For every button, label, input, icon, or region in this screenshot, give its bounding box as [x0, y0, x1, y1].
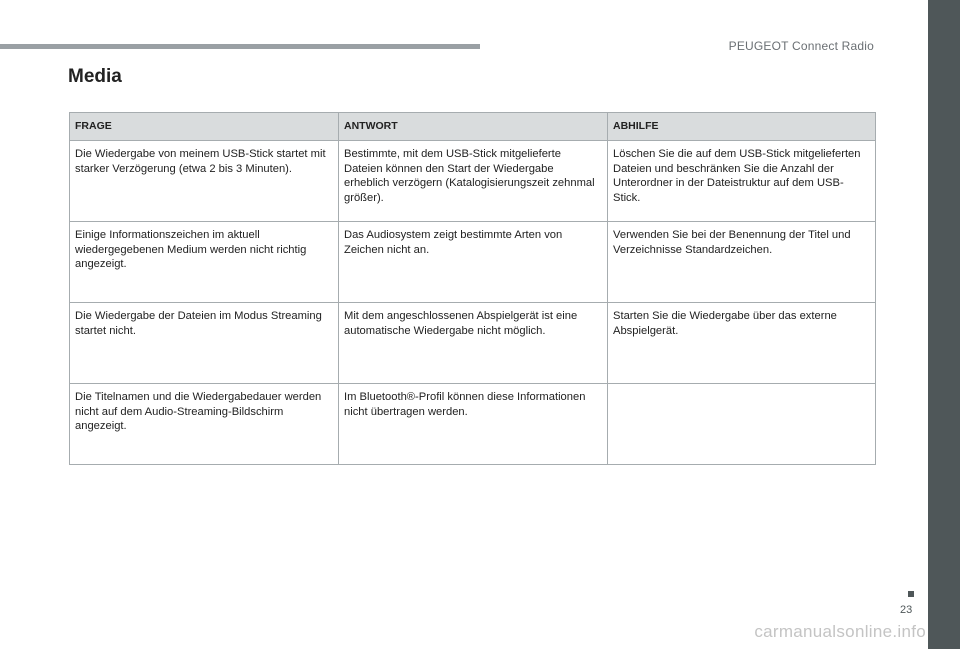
table-cell: Mit dem angeschlossenen Abspielgerät ist eine automatische Wiedergabe nicht möglich.: [339, 303, 608, 384]
watermark: carmanualsonline.info: [754, 622, 926, 641]
table-cell: Starten Sie die Wiedergabe über das externe Abspielgerät.: [608, 303, 876, 384]
table-cell: Die Wiedergabe der Dateien im Modus Streaming startet nicht.: [70, 303, 339, 384]
table-cell: Die Titelnamen und die Wiedergabedauer werden nicht auf dem Audio-Streaming-Bildschirm angezeigt.: [70, 384, 339, 465]
faq-table: [69, 112, 876, 465]
column-header-abhilfe: ABHILFE: [608, 113, 876, 141]
column-header-frage: FRAGE: [70, 113, 339, 141]
column-header-antwort: ANTWORT: [339, 113, 608, 141]
header-title: PEUGEOT Connect Radio: [728, 39, 874, 53]
table-cell: Das Audiosystem zeigt bestimmte Arten von Zeichen nicht an.: [339, 222, 608, 303]
page-number: 23: [900, 604, 913, 616]
page-marker-icon: [908, 591, 914, 597]
table-cell: Die Wiedergabe von meinem USB-Stick startet mit starker Verzögerung (etwa 2 bis 3 Minuten).: [70, 141, 339, 222]
table-row: [70, 222, 876, 303]
side-bar: [928, 0, 960, 649]
section-title: Media: [68, 66, 122, 87]
table-row: [70, 384, 876, 465]
table-row: [70, 141, 876, 222]
table-cell: Einige Informationszeichen im aktuell wiedergegebenen Medium werden nicht richtig angezeigt.: [70, 222, 339, 303]
table-row: [70, 303, 876, 384]
table-cell: Im Bluetooth®-Profil können diese Informationen nicht übertragen werden.: [339, 384, 608, 465]
table-cell: Verwenden Sie bei der Benennung der Titel und Verzeichnisse Standardzeichen.: [608, 222, 876, 303]
header-rule: [0, 44, 480, 49]
table-cell: Bestimmte, mit dem USB-Stick mitgelieferte Dateien können den Start der Wiedergabe erheblich verzögern (Katalogisierungszeit zehnmal größer).: [339, 141, 608, 222]
table-header-row: [70, 113, 876, 141]
table-cell: [608, 384, 876, 465]
table-cell: Löschen Sie die auf dem USB-Stick mitgelieferten Dateien und beschränken Sie die Anzahl der Unterordner in der Dateistruktur auf dem USB-Stick.: [608, 141, 876, 222]
